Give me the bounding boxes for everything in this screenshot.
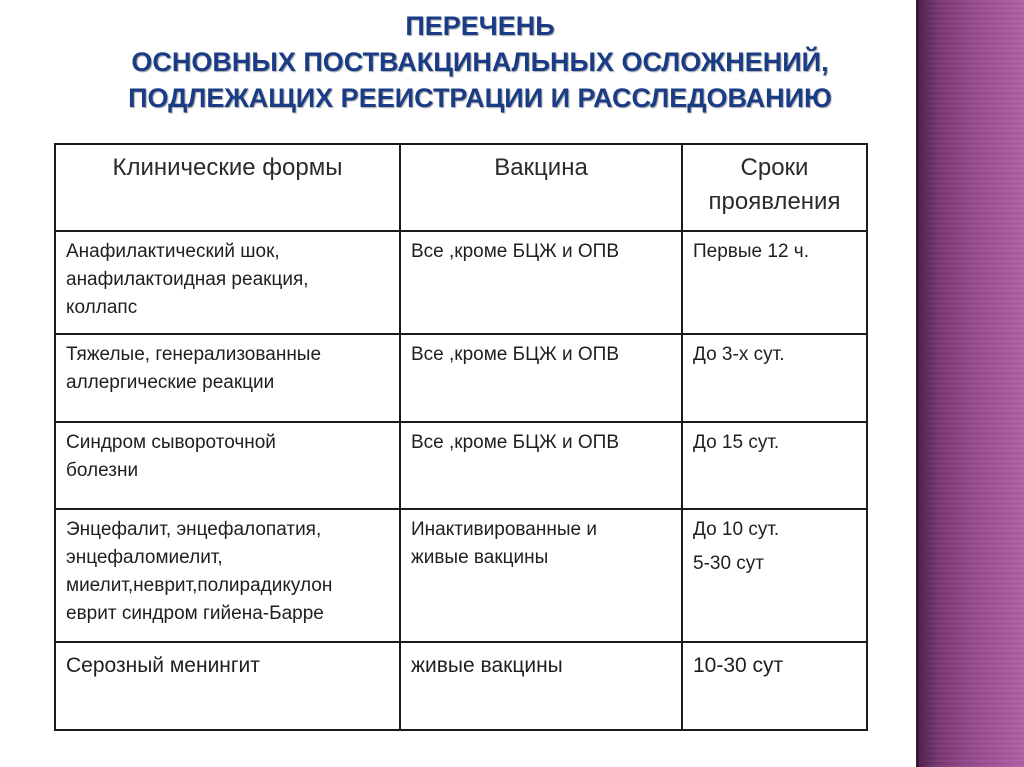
complications-table [54,143,868,731]
cell-form: Энцефалит, энцефалопатия, энцефаломиелит, миелит,неврит,полирадикулон еврит синдром гийена-Барре [55,509,400,642]
header-cell-onset: Сроки проявления [682,144,867,231]
cell-vaccine: Все ,кроме БЦЖ и ОПВ [400,231,682,334]
onset-value: До 3-х сут. [693,344,785,365]
table-row [55,422,867,509]
table-row [55,642,867,730]
cell-form: Синдром сывороточной болезни [55,422,400,509]
cell-onset [682,509,867,642]
cell-onset [682,231,867,334]
cell-onset [682,642,867,730]
cell-vaccine: Все ,кроме БЦЖ и ОПВ [400,422,682,509]
cell-onset [682,422,867,509]
table-row [55,509,867,642]
decorative-side-band [916,0,1024,767]
cell-vaccine: Инактивированные и живые вакцины [400,509,682,642]
cell-onset [682,334,867,422]
table-row [55,334,867,422]
onset-value: До 15 сут. [693,432,780,453]
title-line-1: ПЕРЕЧЕНЬ [405,11,555,41]
table-row [55,231,867,334]
onset-value: 10-30 сут [693,654,784,677]
header-cell-vaccine: Вакцина [400,144,682,231]
cell-vaccine: Все ,кроме БЦЖ и ОПВ [400,334,682,422]
cell-form: Анафилактический шок, анафилактоидная реакция, коллапс [55,231,400,334]
cell-form: Тяжелые, генерализованные аллергические реакции [55,334,400,422]
header-cell-forms: Клинические формы [55,144,400,231]
onset-value: До 10 сут. [693,519,780,540]
onset-value: Первые 12 ч. [693,241,809,262]
cell-form: Серозный менингит [55,642,400,730]
slide-title [60,8,900,116]
onset-value-secondary: 5-30 сут [693,553,765,574]
title-line-3: ПОДЛЕЖАЩИХ РЕЕИСТРАЦИИ И РАССЛЕДОВАНИЮ [128,83,832,113]
cell-vaccine: живые вакцины [400,642,682,730]
table-header-row [55,144,867,231]
title-line-2: ОСНОВНЫХ ПОСТВАКЦИНАЛЬНЫХ ОСЛОЖНЕНИЙ, [131,47,829,77]
